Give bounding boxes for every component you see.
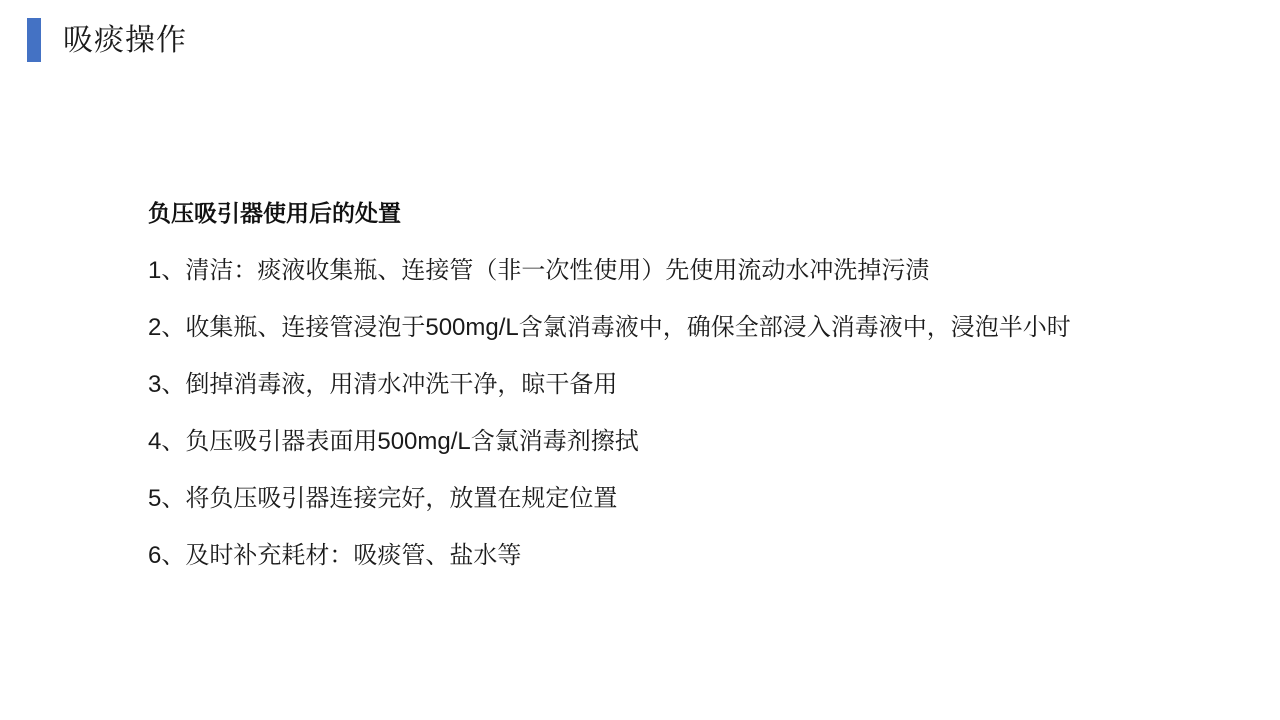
- title-accent-bar: [27, 18, 41, 62]
- page-title: 吸痰操作: [63, 24, 187, 57]
- list-item: 4、负压吸引器表面用500mg/L含氯消毒剂擦拭: [148, 428, 639, 455]
- list-item: 3、倒掉消毒液，用清水冲洗干净，晾干备用: [148, 371, 618, 398]
- list-item: 6、及时补充耗材：吸痰管、盐水等: [148, 542, 522, 569]
- section-heading: 负压吸引器使用后的处置: [148, 200, 401, 226]
- list-item: 1、清洁：痰液收集瓶、连接管（非一次性使用）先使用流动水冲洗掉污渍: [148, 257, 930, 284]
- numbered-list: [148, 255, 1148, 572]
- list-item: 5、将负压吸引器连接完好，放置在规定位置: [148, 485, 618, 512]
- list-item: 2、收集瓶、连接管浸泡于500mg/L含氯消毒液中，确保全部浸入消毒液中，浸泡半小时: [148, 314, 1071, 341]
- slide-body: [148, 198, 1148, 597]
